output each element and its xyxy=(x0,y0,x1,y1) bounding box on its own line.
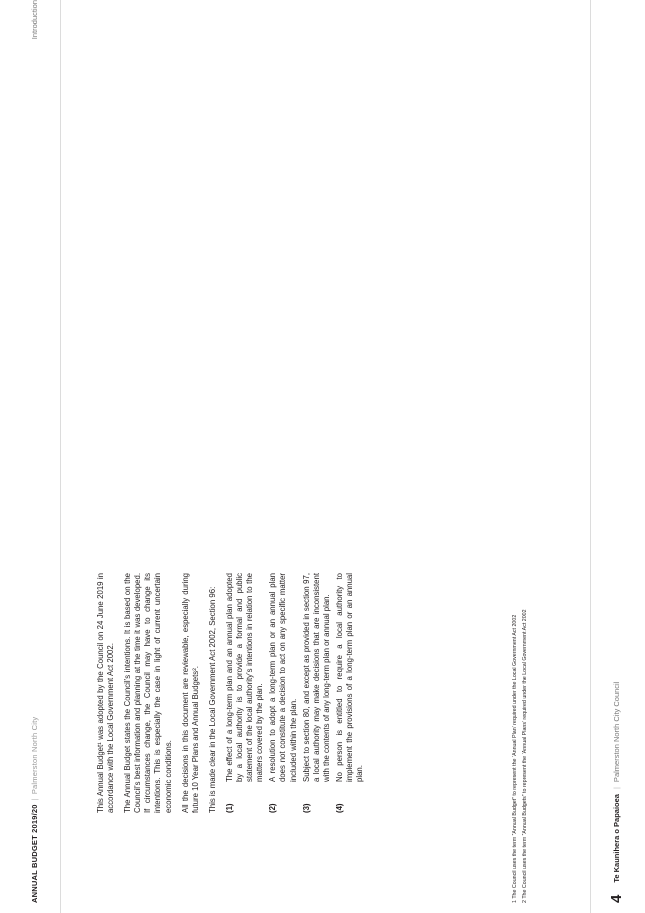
running-header xyxy=(30,717,39,903)
intentions-paragraph: The Annual Budget states the Council’s intentions. It is based on the Council’s best information and planning at the time it was developed. If circumstances change, the Council may have to change its intentions. This is especially the case in light of current uncertain economic conditions. xyxy=(123,573,173,813)
footnotes xyxy=(512,583,531,903)
list-item xyxy=(302,573,332,813)
list-item xyxy=(335,573,365,813)
header-separator: | xyxy=(30,798,39,801)
list-item xyxy=(268,573,298,813)
header-rule xyxy=(60,0,61,913)
list-item-number: (2) xyxy=(268,803,278,813)
running-footer xyxy=(608,682,625,903)
list-item-text: Subject to section 80, and except as provided in section 97, a local authority may make decisions that are inconsistent with the contents of any long-term plan or annual plan. xyxy=(301,573,331,782)
list-item-number: (1) xyxy=(224,803,234,813)
list-item-text: A resolution to adopt a long-term plan or an annual plan does not constitute a decision to act on any specific matter included within the plan. xyxy=(268,573,298,782)
list-item-text: No person is entitled to require a local authority to implement the provisions of a long-term plan or an annual plan. xyxy=(334,573,365,782)
list-item-number: (4) xyxy=(334,803,344,813)
footer-separator: | xyxy=(612,787,621,790)
list-item-text: The effect of a long-term plan and an annual plan adopted by a local authority is to provide a formal and public statement of the local authority’s intentions in relation to the matters covered by the plan. xyxy=(224,573,265,782)
footnote-2: 2 The Council uses the term “Annual Budgets” to represent the ‘Annual Plans’ required under the Local Government Act 2002 xyxy=(521,609,528,903)
section-label: Introduction xyxy=(30,0,39,40)
section-96-list xyxy=(225,573,365,813)
footer-org: Palmerston North City Council xyxy=(612,681,621,783)
list-item-number: (3) xyxy=(301,803,311,813)
page-number: 4 xyxy=(608,894,625,903)
footer-rule xyxy=(590,0,591,913)
section-96-paragraph: This is made clear in the Local Government Act 2002, Section 96: xyxy=(207,586,217,813)
header-org: Palmerston North City xyxy=(30,716,39,795)
footer-title: Te Kaunihera o Papaioea xyxy=(612,794,621,883)
intro-paragraph: This Annual Budget¹ was adopted by the Council on 24 June 2019 in accordance with the Local Government Act 2002. xyxy=(96,573,116,813)
footnote-1: 1 The Council uses the term “Annual Budget” to represent the ‘Annual Plan’ required under the Local Government Act 2002 xyxy=(512,614,518,903)
body-column xyxy=(96,573,368,813)
document-title: ANNUAL BUDGET 2019/20 xyxy=(30,804,39,903)
list-item xyxy=(225,573,265,813)
reviewable-paragraph: All the decisions in this document are reviewable, especially during future 10 Year Plans and Annual Budgets². xyxy=(180,573,200,813)
